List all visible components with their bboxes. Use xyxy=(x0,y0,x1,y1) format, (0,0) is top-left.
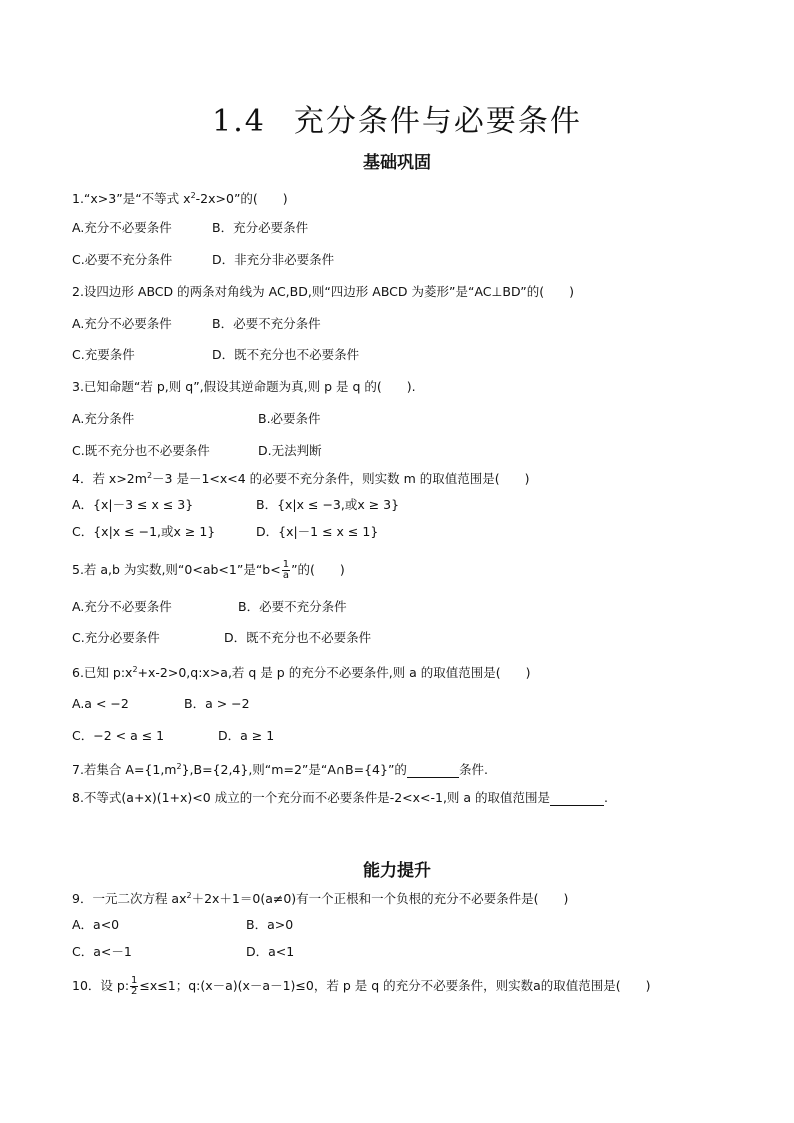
question-5-stem: 5.若 a,b 为实数,则“0<ab<1”是“b< $\frac{1}{a}$ ”的( ) xyxy=(72,559,345,581)
q2-option-b: B．必要不充分条件 xyxy=(212,316,321,331)
q2-option-a: A.充分不必要条件 xyxy=(72,316,172,331)
q4-option-a: A．{x|－3 ≤ x ≤ 3} xyxy=(72,497,194,512)
q4-option-d: D．{x|－1 ≤ x ≤ 1} xyxy=(256,524,379,539)
q3-option-d: D.无法判断 xyxy=(258,443,322,458)
title-number: 1.4 xyxy=(212,104,266,139)
title-text: 充分条件与必要条件 xyxy=(293,104,582,139)
answer-blank xyxy=(407,763,459,778)
q9-option-d: D．a<1 xyxy=(246,944,295,959)
question-10-stem: 10．设 p: $\frac{1}{2}$ ≤x≤1；q:(x－a)(x－a－1)≤0，若 p 是 q 的充分不必要条件，则实数a的取值范围是( ) xyxy=(72,975,651,997)
q9-option-b: B．a>0 xyxy=(246,917,294,932)
q6-option-d: D．a ≥ 1 xyxy=(218,728,275,743)
q1-option-c: C.必要不充分条件 xyxy=(72,252,173,267)
q1-option-a: A.充分不必要条件 xyxy=(72,220,172,235)
q6-option-a: A.a < −2 xyxy=(72,696,129,711)
q3-option-a: A.充分条件 xyxy=(72,411,135,426)
q1-option-d: D．非充分非必要条件 xyxy=(212,252,335,267)
section-heading-advanced: 能力提升 xyxy=(363,861,431,881)
q6-option-c: C．−2 < a ≤ 1 xyxy=(72,728,165,743)
q3-option-c: C.既不充分也不必要条件 xyxy=(72,443,210,458)
page-title xyxy=(0,96,794,140)
fraction: $\frac{1}{a}$ xyxy=(282,559,290,581)
q6-option-b: B．a > −2 xyxy=(184,696,250,711)
question-1-stem: 1.“x>3”是“不等式 $x^2-2x>0$”的( ) xyxy=(72,191,288,207)
question-2-stem: 2.设四边形 ABCD 的两条对角线为 AC,BD,则“四边形 ABCD 为菱形”是“AC⊥BD”的( ) xyxy=(72,284,574,299)
q5-option-b: B．必要不充分条件 xyxy=(238,599,347,614)
q5-option-c: C.充分必要条件 xyxy=(72,630,160,645)
q2-option-d: D．既不充分也不必要条件 xyxy=(212,347,360,362)
q4-option-b: B．{x|x ≤ −3,或x ≥ 3} xyxy=(256,497,400,512)
answer-blank xyxy=(550,791,604,806)
q2-option-c: C.充要条件 xyxy=(72,347,135,362)
section-heading-basic: 基础巩固 xyxy=(363,153,431,173)
q5-option-d: D．既不充分也不必要条件 xyxy=(224,630,372,645)
q5-option-a: A.充分不必要条件 xyxy=(72,599,172,614)
question-7-stem: 7.若集合 $A=\{1,m^2\},B=\{2,4\}$,则“m=2”是“A∩B={4}”的 条件. xyxy=(72,762,488,778)
q9-option-a: A．a<0 xyxy=(72,917,120,932)
question-6-stem: 6.已知 $p:x^2+x-2>0,q:x>a$,若 q 是 p 的充分不必要条件,则 a 的取值范围是( ) xyxy=(72,665,531,681)
question-3-stem: 3.已知命题“若 p,则 q”,假设其逆命题为真,则 p 是 q 的( ). xyxy=(72,379,416,394)
question-4-stem: 4．若 $x>2m^2-3$ 是－1<x<4 的必要不充分条件，则实数 m 的取值范围是( ) xyxy=(72,471,530,487)
fraction: $\frac{1}{2}$ xyxy=(131,975,138,997)
q3-option-b: B.必要条件 xyxy=(258,411,321,426)
question-9-stem: 9．一元二次方程 $ax^2+2x+1=0(a\ne 0)$有一个正根和一个负根的充分不必要条件是( ) xyxy=(72,891,569,907)
q1-option-b: B．充分必要条件 xyxy=(212,220,309,235)
question-8-stem: 8.不等式(a+x)(1+x)<0 成立的一个充分而不必要条件是-2<x<-1,则 a 的取值范围是 . xyxy=(72,790,609,805)
q4-option-c: C．{x|x ≤ −1,或x ≥ 1} xyxy=(72,524,216,539)
q9-option-c: C．a<－1 xyxy=(72,944,132,959)
